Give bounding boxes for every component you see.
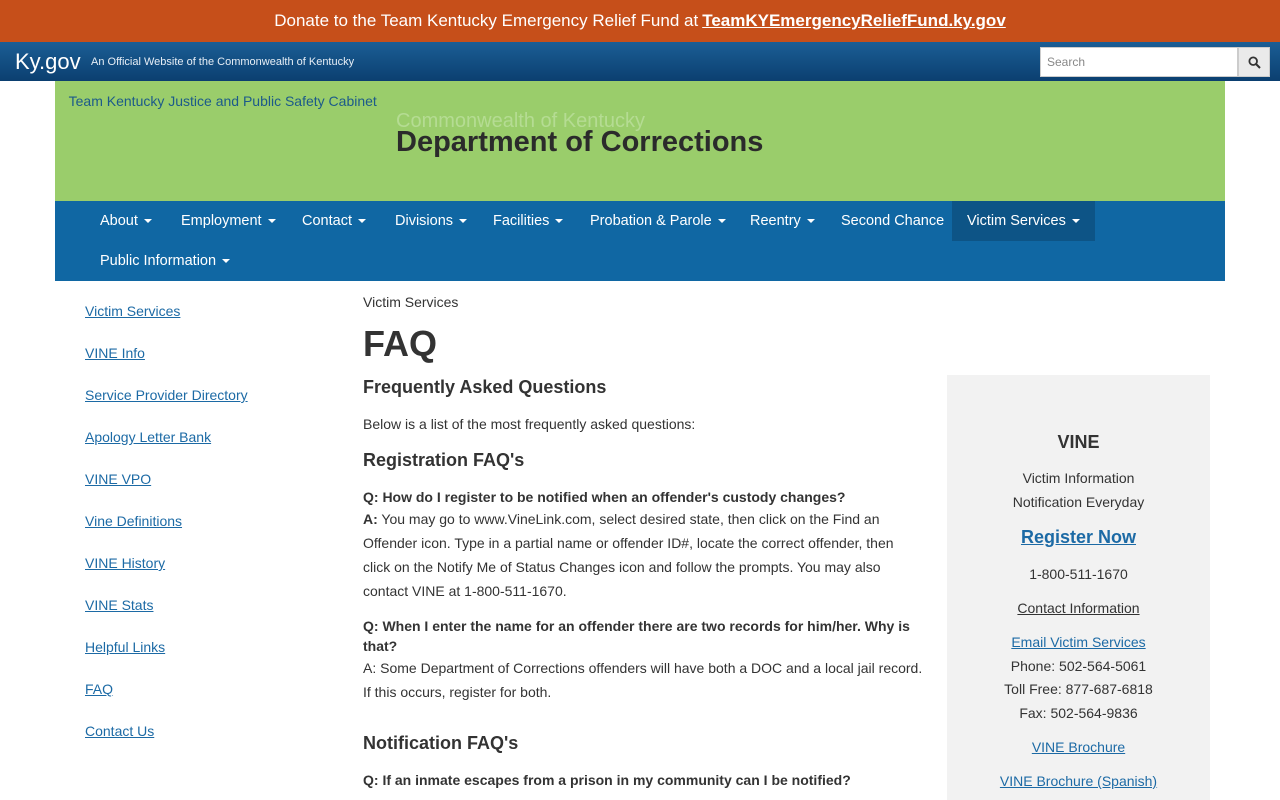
brochure-wrap [947,739,1210,755]
sidebar-tollfree: Toll Free: 877-687-6818 [1004,681,1153,697]
caret-down-icon [459,219,467,223]
sidenav-faq[interactable]: FAQ [85,681,114,697]
donate-text: Donate to the Team Kentucky Emergency Relief Fund at [274,11,699,30]
nav-about[interactable] [85,201,167,241]
sidebar-phone-main: 1-800-511-1670 [1029,566,1128,582]
nav-label: Second Chance [841,213,945,229]
register-now-wrap [947,527,1210,548]
faq-answer: A: Some Department of Corrections offenders will have both a DOC and a local jail record. If this occurs, register for both. [363,660,923,700]
sidenav-vine-vpo[interactable]: VINE VPO [85,471,152,487]
nav-label: Contact [302,213,352,229]
contact-info-wrap [947,600,1210,616]
vine-brochure-link[interactable]: VINE Brochure [1031,739,1126,755]
register-now-link[interactable]: Register Now [1020,527,1137,547]
nav-second-chance[interactable] [826,201,959,241]
caret-down-icon [268,219,276,223]
sidebar-line2: Notification Everyday [1012,494,1145,510]
nav-label: Reentry [750,213,801,229]
caret-down-icon [222,259,230,263]
breadcrumb: Victim Services [363,294,459,310]
caret-down-icon [1072,219,1080,223]
header-title: Department of Corrections [396,126,764,158]
header-subtitle: Commonwealth of Kentucky [396,110,646,132]
site-header [55,81,1225,201]
answer-label: A: [363,511,378,527]
faq-intro: Below is a list of the most frequently asked questions: [363,416,696,432]
faq-item [363,487,923,603]
sidenav-vine-info[interactable]: VINE Info [85,345,145,361]
faq-question: Q: If an inmate escapes from a prison in my community can I be notified? [363,772,851,788]
nav-label: Victim Services [967,213,1066,229]
nav-label: Employment [181,213,262,229]
faq-item [363,770,923,790]
vine-sidebar [947,375,1210,800]
donate-banner [0,0,1280,42]
email-wrap [947,634,1210,650]
sidenav-victim-services[interactable]: Victim Services [85,303,181,319]
sidenav-helpful-links[interactable]: Helpful Links [85,639,166,655]
faq-heading: Frequently Asked Questions [363,377,607,397]
email-victim-services-link[interactable]: Email Victim Services [1011,634,1146,650]
caret-down-icon [718,219,726,223]
sidenav-vine-stats[interactable]: VINE Stats [85,597,154,613]
nav-label: Probation & Parole [590,213,712,229]
vine-brochure-spanish-link[interactable]: VINE Brochure (Spanish) [999,773,1158,789]
faq-answer: You may go to www.VineLink.com, select desired state, then click on the Find an Offender icon. Type in a partial name or offender ID#, locate the correct offender, then click on the Notify Me of Status Changes icon and follow the prompts. You may also contact VINE at 1-800-511-1670. [363,511,894,599]
kygov-logo[interactable]: Ky.gov [15,49,81,74]
caret-down-icon [555,219,563,223]
cabinet-logo[interactable] [65,93,377,109]
nav-contact[interactable] [287,201,381,241]
sidenav-service-provider-directory[interactable]: Service Provider Directory [85,387,248,403]
kygov-tagline: An Official Website of the Commonwealth of Kentucky [91,56,355,68]
notification-heading: Notification FAQ's [363,733,519,753]
main-navigation [55,201,1225,281]
nav-label: Facilities [493,213,550,229]
faq-question: Q: How do I register to be notified when an offender's custody changes? [363,489,846,505]
nav-divisions[interactable] [380,201,482,241]
search-button[interactable] [1238,47,1270,77]
caret-down-icon [807,219,815,223]
nav-probation-parole[interactable] [575,201,741,241]
search-icon [1248,56,1261,69]
sidenav-contact-us[interactable]: Contact Us [85,723,155,739]
nav-reentry[interactable] [735,201,830,241]
brochure-es-wrap [947,773,1210,789]
contact-info-link[interactable]: Contact Information [1017,600,1140,616]
donate-link[interactable]: TeamKYEmergencyReliefFund.ky.gov [702,11,1006,30]
nav-public-information[interactable] [85,241,245,281]
caret-down-icon [358,219,366,223]
sidebar-title: VINE [1057,432,1100,452]
kygov-bar [0,42,1280,81]
cabinet-logo-alt-text: Team Kentucky Justice and Public Safety Cabinet [68,93,377,109]
search-input[interactable] [1040,47,1238,77]
sidenav-vine-definitions[interactable]: Vine Definitions [85,513,183,529]
sidenav-vine-history[interactable]: VINE History [85,555,166,571]
faq-item [363,616,923,704]
search-form [1040,47,1270,77]
registration-heading: Registration FAQ's [363,450,525,470]
nav-label: About [100,213,138,229]
caret-down-icon [144,219,152,223]
faq-question: Q: When I enter the name for an offender there are two records for him/her. Why is that? [363,618,910,654]
sidebar-line1: Victim Information [1022,470,1135,486]
sidebar-phone: Phone: 502-564-5061 [1010,658,1147,674]
sidenav-apology-letter-bank[interactable]: Apology Letter Bank [85,429,212,445]
nav-facilities[interactable] [478,201,578,241]
nav-victim-services[interactable] [952,201,1095,241]
sidebar-fax: Fax: 502-564-9836 [1019,705,1138,721]
nav-label: Divisions [395,213,454,229]
page-title: FAQ [363,323,438,364]
nav-employment[interactable] [166,201,291,241]
nav-label: Public Information [100,253,217,269]
